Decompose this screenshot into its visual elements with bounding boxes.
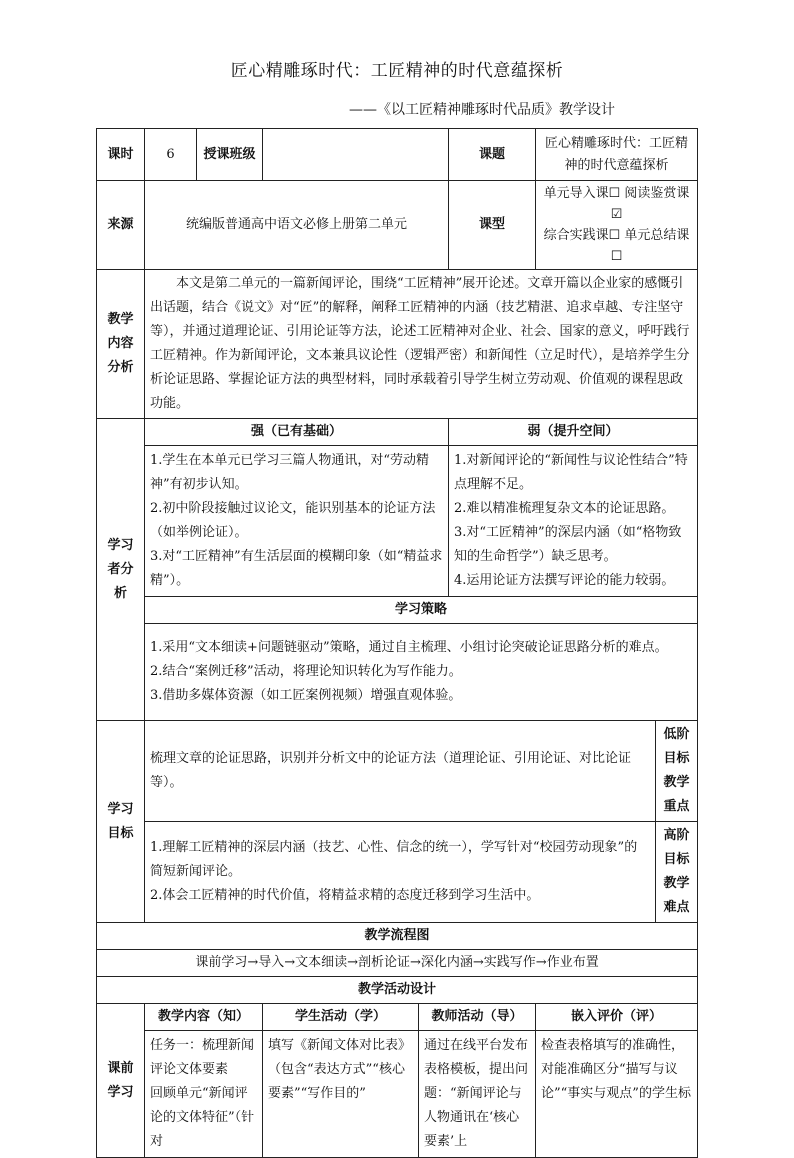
activity-header: 教学活动设计 — [97, 977, 698, 1004]
activity-header-row — [97, 977, 698, 1004]
strategy-item: 1.采用“文本细读+问题链驱动”策略，通过自主梳理、小组讨论突破论证思路分析的难点。 — [150, 640, 668, 655]
column-teacher: 教师活动（导） — [419, 1004, 536, 1031]
activity-content-row — [97, 1031, 698, 1158]
info-row-period — [97, 129, 698, 181]
flow-header: 教学流程图 — [97, 923, 698, 950]
activity-content-cell: 任务一：梳理新闻评论文体要素 回顾单元“新闻评论的文体特征”（针对 — [145, 1031, 263, 1158]
period-label: 课时 — [97, 129, 145, 181]
strategy-header-row — [97, 597, 698, 624]
strong-header: 强（已有基础） — [145, 419, 449, 446]
strong-list — [145, 446, 449, 597]
class-value — [263, 129, 449, 181]
info-row-source — [97, 181, 698, 270]
content-analysis-text: 本文是第二单元的一篇新闻评论，围绕“工匠精神”展开论述。文章开篇以企业家的感慨引出话题，结合《说文》对“匠”的解释，阐释工匠精神的内涵（技艺精湛、追求卓越、专注坚守等），并通过道理论证、引用论证等方法，论述工匠精神对企业、社会、国家的意义，呼吁践行工匠精神。作为新闻评论，文本兼具议论性（逻辑严密）和新闻性（立足时代），是培养学生分析论证思路、掌握论证方法的典型材料，同时承载着引导学生树立劳动观、价值观的课程思政功能。 — [145, 270, 698, 419]
source-label: 来源 — [97, 181, 145, 270]
period-value: 6 — [145, 129, 197, 181]
activity-evaluation-cell: 检查表格填写的准确性，对能准确区分“描写与议论”“事实与观点”的学生标 — [536, 1031, 698, 1158]
objective-high-list — [145, 822, 656, 923]
strong-item: 3.对“工匠精神”有生活层面的模糊印象（如“精益求精”）。 — [150, 549, 443, 588]
type-line-1: 单元导入课☐ 阅读鉴赏课☑ — [543, 186, 690, 222]
document-title: 匠心精雕琢时代：工匠精神的时代意蕴探析 — [230, 61, 564, 81]
class-label: 授课班级 — [197, 129, 263, 181]
objectives-label: 学习目标 — [97, 721, 145, 923]
column-content: 教学内容（知） — [145, 1004, 263, 1031]
weak-item: 2.难以精准梳理复杂文本的论证思路。 — [454, 501, 675, 516]
type-label: 课型 — [449, 181, 536, 270]
lesson-type-options — [536, 181, 698, 270]
objective-low-tag: 低阶 目标 教学 重点 — [656, 721, 698, 822]
flow-row — [97, 950, 698, 977]
learner-analysis-label: 学习者分析 — [97, 419, 145, 721]
type-line-2: 综合实践课☐ 单元总结课☐ — [543, 228, 690, 264]
objective-high-item: 1.理解工匠精神的深层内涵（技艺、心性、信念的统一），学写针对“校园劳动现象”的简短新闻评论。 — [150, 840, 638, 879]
objective-high-item: 2.体会工匠精神的时代价值，将精益求精的态度迁移到学习生活中。 — [150, 888, 540, 903]
activity-teacher-cell: 通过在线平台发布表格模板，提出问题：“新闻评论与人物通讯在‘核心要素’上 — [419, 1031, 536, 1158]
topic-label: 课题 — [449, 129, 536, 181]
objective-low-text: 梳理文章的论证思路，识别并分析文中的论证方法（道理论证、引用论证、对比论证等）。 — [145, 721, 656, 822]
learner-content-row — [97, 446, 698, 597]
lesson-plan-table — [96, 128, 698, 1158]
weak-item: 1.对新闻评论的“新闻性与议论性结合”特点理解不足。 — [454, 453, 688, 492]
objective-high-row — [97, 822, 698, 923]
content-analysis-label: 教学内容分析 — [97, 270, 145, 419]
pre-class-label: 课前学习 — [97, 1004, 145, 1158]
strategy-item: 3.借助多媒体资源（如工匠案例视频）增强直观体验。 — [150, 688, 462, 703]
objective-high-tag: 高阶 目标 教学 难点 — [656, 822, 698, 923]
activity-student-cell: 填写《新闻文体对比表》（包含“表达方式”“核心要素”“写作目的” — [263, 1031, 419, 1158]
weak-item: 3.对“工匠精神”的深层内涵（如“格物致知的生命哲学”）缺乏思考。 — [454, 525, 682, 564]
strategy-item: 2.结合“案例迁移”活动，将理论知识转化为写作能力。 — [150, 664, 462, 679]
objective-low-row — [97, 721, 698, 822]
document-subtitle: ——《以工匠精神雕琢时代品质》教学设计 — [349, 102, 615, 118]
strong-item: 2.初中阶段接触过议论文，能识别基本的论证方法（如举例论证）。 — [150, 501, 436, 540]
weak-header: 弱（提升空间） — [449, 419, 698, 446]
strategy-list — [145, 624, 698, 721]
strategy-content-row — [97, 624, 698, 721]
activity-columns-row — [97, 1004, 698, 1031]
source-value: 统编版普通高中语文必修上册第二单元 — [145, 181, 449, 270]
column-evaluation: 嵌入评价（评） — [536, 1004, 698, 1031]
learner-header-row — [97, 419, 698, 446]
strong-item: 1.学生在本单元已学习三篇人物通讯，对“劳动精神”有初步认知。 — [150, 453, 430, 492]
weak-item: 4.运用论证方法撰写评论的能力较弱。 — [454, 573, 675, 588]
strategy-header: 学习策略 — [145, 597, 698, 624]
weak-list — [449, 446, 698, 597]
topic-value: 匠心精雕琢时代：工匠精神的时代意蕴探析 — [536, 129, 698, 181]
flow-header-row — [97, 923, 698, 950]
content-analysis-row — [97, 270, 698, 419]
flow-text: 课前学习→导入→文本细读→剖析论证→深化内涵→实践写作→作业布置 — [97, 950, 698, 977]
column-student: 学生活动（学） — [263, 1004, 419, 1031]
